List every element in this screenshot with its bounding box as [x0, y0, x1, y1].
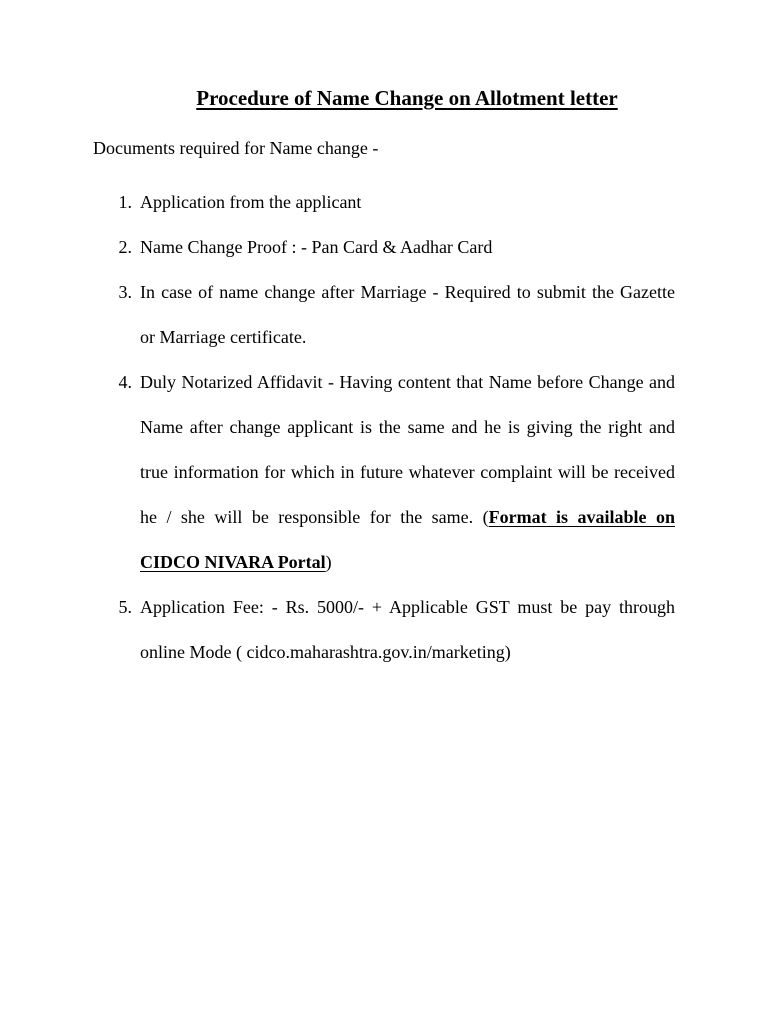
- list-item-text: Application from the applicant: [140, 192, 362, 212]
- list-item-number: 5.: [118, 597, 132, 617]
- list-item-text: Application Fee: - Rs. 5000/- + Applicable GST must be pay through online Mode ( cidco.maharashtra.gov.in/marketing): [140, 597, 675, 662]
- list-item-number: 2.: [118, 237, 132, 257]
- format-availability-note: Format is available on CIDCO NIVARA Portal: [140, 507, 675, 572]
- page-title: Procedure of Name Change on Allotment letter: [196, 86, 618, 110]
- intro-text: Documents required for Name change -: [93, 138, 379, 158]
- list-item-text: In case of name change after Marriage - Required to submit the Gazette or Marriage certificate.: [140, 282, 675, 347]
- list-item: [93, 360, 675, 585]
- list-item: [93, 180, 675, 225]
- list-item-number: 4.: [118, 372, 132, 392]
- list-item-text: Name Change Proof : - Pan Card & Aadhar Card: [140, 237, 493, 257]
- list-item-number: 1.: [118, 192, 132, 212]
- list-item: [93, 270, 675, 360]
- closing-parenthesis: ): [325, 552, 332, 572]
- list-item-text: [140, 360, 675, 585]
- list-item-number: 3.: [118, 282, 132, 302]
- documents-list: [93, 180, 675, 675]
- list-item: [93, 585, 675, 675]
- list-item: [93, 225, 675, 270]
- list-item-text-main: Duly Notarized Affidavit - Having content that Name before Change and Name after change applicant is the same and he is giving the right and true information for which in future whatever complaint will be received he / she will be responsible for the same. (: [140, 372, 675, 527]
